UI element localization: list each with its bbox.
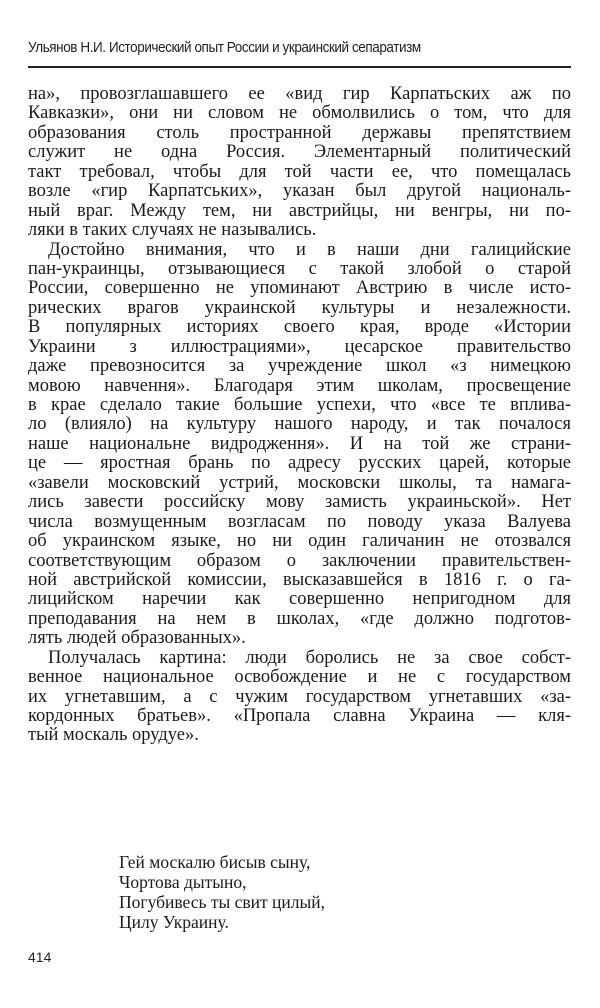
- text-line: числа возмущенным возгласам по поводу указа Валуева: [28, 511, 571, 532]
- text-line: пан-украинцы, отзывающиеся с такой злобой о старой: [28, 258, 571, 279]
- body-text: [28, 85, 571, 746]
- text-line: образования столь пространной державы препятствием: [28, 122, 571, 143]
- text-line: лицийском наречии как совершенно непригодном для: [28, 589, 571, 610]
- text-line: лись завести российску мову замисть украиньской». Нет: [28, 492, 571, 513]
- poem-line: Погубивесь ты свит цилый,: [119, 892, 326, 912]
- text-line: лять людей образованных».: [28, 628, 246, 649]
- paragraph: [28, 649, 571, 746]
- page-number: 414: [28, 949, 52, 965]
- poem-line: Гей москалю бисыв сыну,: [119, 852, 311, 872]
- text-line: об украинском языке, но ни один галичанин не отозвался: [28, 531, 571, 552]
- text-line: венное национальное освобождение и не с государством: [28, 667, 571, 688]
- text-line: такт требовал, чтобы для той части ее, что помещалась: [28, 161, 571, 182]
- text-line: возле «гир Карпатських», указан был другой националь-: [28, 181, 571, 202]
- text-line: их угнетавшим, а с чужим государством угнетавших «за-: [28, 686, 571, 707]
- text-line: Получалась картина: люди боролись не за свое собст-: [48, 647, 571, 668]
- text-line: преподавания на нем в школах, «где должно подготов-: [28, 608, 571, 629]
- header-rule: [28, 66, 571, 68]
- poem-line: Цилу Украину.: [119, 912, 229, 932]
- text-line: рических врагов украинской культуры и незалежности.: [28, 297, 571, 318]
- text-line: на», провозглашавшего ее «вид гир Карпатьских аж по: [28, 84, 571, 104]
- paragraph: [28, 85, 571, 241]
- paragraph: [28, 241, 571, 649]
- running-header: Ульянов Н.И. Исторический опыт России и украинский сепаратизм: [28, 40, 421, 56]
- text-line: ной австрийской комиссии, высказавшейся в 1816 г. о га-: [28, 569, 571, 590]
- text-line: в крае сделало такие большие успехи, что «все те впливa-: [28, 395, 571, 415]
- text-line: России, совершенно не упоминают Австрию в числе исто-: [28, 278, 571, 299]
- text-line: мовою навчення». Благодаря этим школам, просвещение: [28, 375, 571, 396]
- text-line: Украини з иллюстрациями», цесарское правительство: [28, 336, 571, 357]
- text-line: В популярных историях своего края, вроде «Истории: [28, 317, 571, 338]
- text-line: служит не одна Россия. Элементарный политический: [28, 142, 571, 163]
- text-line: кордонных братьев». «Пропала славна Украина — кля-: [28, 706, 571, 726]
- text-line: ляки в таких случаях не назывались.: [28, 220, 317, 241]
- text-line: тый москаль орудуе».: [28, 725, 199, 746]
- poem-line: Чортова дытыно,: [119, 872, 247, 892]
- poem-quote: [119, 852, 325, 932]
- text-line: Достойно внимания, что и в наши дни галицийские: [48, 239, 571, 260]
- text-line: соответствующим образом о заключении правительствен-: [28, 550, 571, 571]
- text-line: ный враг. Между тем, ни австрийцы, ни венгры, ни по-: [28, 200, 571, 221]
- text-line: Кавказки», они ни словом не обмолвились о том, что для: [28, 103, 571, 124]
- text-line: це — яростная брань по адресу русских царей, которые: [28, 453, 571, 474]
- text-line: даже превозносится за учреждение школ «з нимецкою: [28, 356, 571, 377]
- text-line: ло (влияло) на культуру нашого народу, и так почалося: [28, 414, 571, 435]
- text-line: наше национальне видродження». И на той же страни-: [28, 433, 571, 454]
- text-line: «завели московский устрий, московски школы, та намага-: [28, 472, 571, 493]
